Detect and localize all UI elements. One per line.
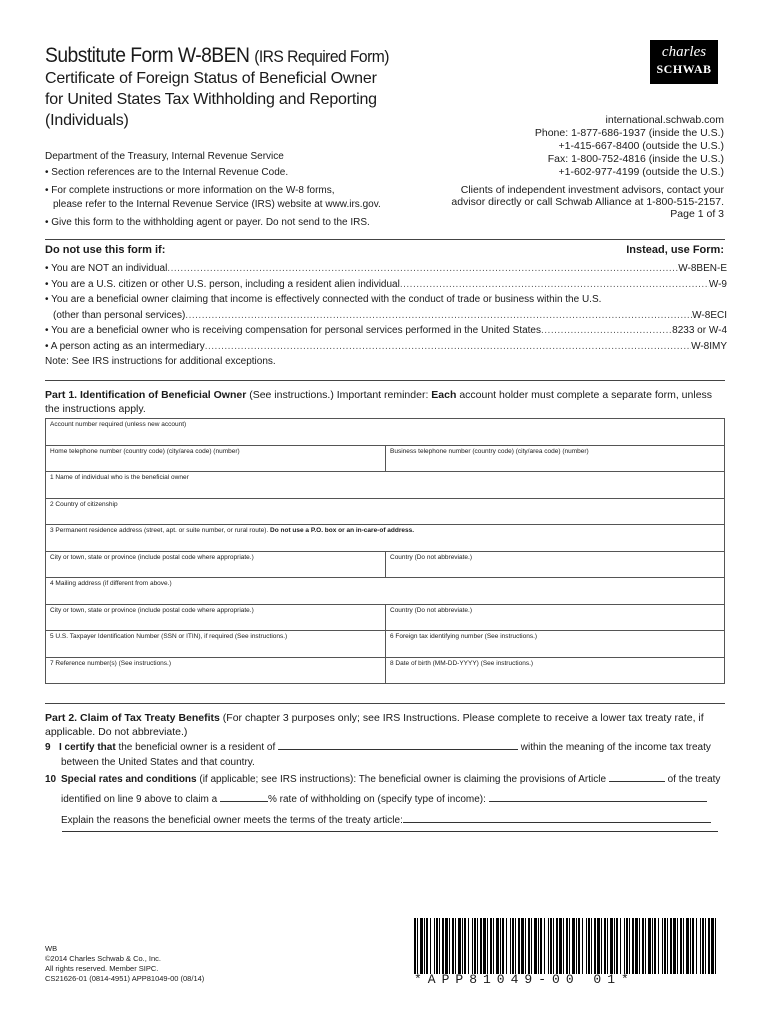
subtitle-line: Certificate of Foreign Status of Beneficial Owner — [45, 70, 377, 87]
part2-title: Part 2. Claim of Tax Treaty Benefits — [45, 712, 220, 724]
list-item: • You are a beneficial owner who is receiving compensation for personal services performed in the United States ..... 8233 or W-4 — [45, 323, 727, 339]
line-9: 9 I certify that the beneficial owner is a resident of within the meaning of the income tax treaty — [45, 738, 725, 755]
list-item: • You are NOT an individual ..... W-8BEN-E — [45, 261, 727, 277]
mailing-city-field[interactable]: City or town, state or province (include postal code where appropriate.) — [46, 605, 386, 631]
subtitle-line: for United States Tax Withholding and Reporting — [45, 91, 377, 108]
business-phone-field[interactable]: Business telephone number (country code) (city/area code) (number) — [390, 447, 589, 455]
footer-line3: All rights reserved. Member SIPC. — [45, 964, 159, 973]
contact-phone2: +1-415-667-8400 (outside the U.S.) — [558, 140, 724, 152]
mailing-address-field[interactable]: 4 Mailing address (if different from above.) — [50, 580, 172, 587]
us-tin-field[interactable]: 5 U.S. Taxpayer Identification Number (SSN or ITIN), if required (See instructions.) — [46, 631, 386, 657]
foreign-tin-field[interactable]: 6 Foreign tax identifying number (See instructions.) — [390, 633, 538, 640]
contact-website: international.schwab.com — [605, 114, 724, 126]
dept-line: Department of the Treasury, Internal Revenue Service — [45, 151, 284, 162]
article-input[interactable] — [609, 770, 665, 782]
dept-block — [45, 150, 425, 230]
form-row[interactable] — [45, 605, 725, 632]
form-row[interactable] — [45, 631, 725, 658]
divider — [45, 239, 725, 240]
account-number-field[interactable]: Account number required (unless new account) — [50, 421, 187, 428]
footer — [45, 944, 204, 984]
advisor-line1: Clients of independent investment advisors, contact your — [460, 184, 724, 196]
footer-line1: WB — [45, 944, 58, 953]
form-title-main: Substitute Form W-8BEN — [45, 44, 250, 67]
form-title-paren: (IRS Required Form) — [254, 47, 389, 66]
divider — [45, 380, 725, 381]
logo-line2: SCHWAB — [656, 62, 712, 76]
mailing-country-field[interactable]: Country (Do not abbreviate.) — [390, 606, 473, 614]
contact-fax2: +1-602-977-4199 (outside the U.S.) — [558, 166, 724, 178]
home-phone-field[interactable]: Home telephone number (country code) (city/area code) (number) — [46, 446, 386, 472]
explain-input-line2[interactable] — [62, 831, 718, 832]
form-title — [45, 44, 389, 68]
income-type-input[interactable] — [489, 790, 707, 802]
line-10: 10 Special rates and conditions (if applicable; see IRS instructions): The beneficial owner is claiming the provisions of Article of the treaty — [45, 770, 725, 787]
rate-input[interactable] — [220, 790, 268, 802]
footer-line4: CS21626-01 (0814-4951) APP81049-00 (08/14) — [45, 974, 205, 983]
form-row[interactable] — [45, 419, 725, 446]
advisor-line2: advisor directly or call Schwab Alliance at 1-800-515-2157. — [451, 196, 724, 208]
dept-bullet2b: please refer to the Internal Revenue Service (IRS) website at www.irs.gov. — [53, 199, 381, 210]
barcode-text: *APP81049-00 01* — [414, 972, 635, 987]
do-not-use-list — [45, 261, 727, 370]
list-item: • You are a beneficial owner claiming that income is effectively connected with the conduct of trade or business within the U.S. — [45, 294, 602, 305]
reference-number-field[interactable]: 7 Reference number(s) (See instructions.) — [46, 658, 386, 684]
identification-grid — [45, 418, 725, 684]
contact-phone1: Phone: 1-877-686-1937 (inside the U.S.) — [534, 127, 724, 139]
dept-bullet3: • Give this form to the withholding agent or payer. Do not send to the IRS. — [45, 217, 370, 228]
form-row[interactable] — [45, 552, 725, 579]
name-field[interactable]: 1 Name of individual who is the beneficial owner — [50, 474, 189, 481]
contact-fax1: Fax: 1-800-752-4816 (inside the U.S.) — [547, 153, 724, 165]
form-row[interactable] — [45, 525, 725, 552]
subtitle-line: (Individuals) — [45, 112, 129, 129]
line-10-cont: identified on line 9 above to claim a % rate of withholding on (specify type of income): — [45, 790, 725, 807]
dept-bullet2a: • For complete instructions or more information on the W-8 forms, — [45, 185, 335, 196]
advisor-block — [404, 184, 724, 220]
footer-line2: ©2014 Charles Schwab & Co., Inc. — [45, 954, 162, 963]
city-field[interactable]: City or town, state or province (include postal code where appropriate.) — [46, 552, 386, 578]
instead-use-heading: Instead, use Form: — [626, 244, 724, 256]
contact-block — [404, 114, 724, 179]
form-subtitle — [45, 68, 377, 131]
line-10-explain: Explain the reasons the beneficial owner meets the terms of the treaty article: — [45, 811, 725, 828]
part2-heading: Part 2. Claim of Tax Treaty Benefits (For chapter 3 purposes only; see IRS Instructions. Please complete to receive a lower tax treaty rate, if applicable. Do not abbreviate.) — [45, 712, 704, 738]
divider — [45, 703, 725, 704]
part1-title: Part 1. Identification of Beneficial Owner — [45, 389, 247, 401]
part1-heading: Part 1. Identification of Beneficial Owner (See instructions.) Important reminder: Each account holder must complete a separate form, unless the instructions apply. — [45, 389, 713, 415]
permanent-address-field[interactable]: 3 Permanent residence address (street, apt. or suite number, or rural route). Do not use a P.O. box or an in-care-of address. — [50, 527, 415, 534]
schwab-logo — [650, 40, 718, 84]
list-item: • You are a U.S. citizen or other U.S. person, including a resident alien individual ..... W-9 — [45, 277, 727, 293]
citizenship-field[interactable]: 2 Country of citizenship — [50, 500, 118, 508]
barcode-icon — [414, 918, 720, 974]
note: Note: See IRS instructions for additional exceptions. — [45, 356, 276, 367]
form-row[interactable] — [45, 472, 725, 499]
date-of-birth-field[interactable]: 8 Date of birth (MM-DD-YYYY) (See instructions.) — [390, 659, 534, 667]
country-field[interactable]: Country (Do not abbreviate.) — [390, 553, 473, 561]
form-row[interactable] — [45, 446, 725, 473]
page-number: Page 1 of 3 — [670, 208, 724, 220]
explain-input[interactable] — [403, 811, 711, 823]
logo-line1: charles — [661, 44, 707, 60]
dept-bullet1: • Section references are to the Internal Revenue Code. — [45, 167, 289, 178]
line-9-cont: between the United States and that country. — [61, 757, 255, 768]
form-row[interactable] — [45, 499, 725, 526]
form-row[interactable] — [45, 578, 725, 605]
do-not-use-heading: Do not use this form if: — [45, 244, 166, 256]
list-item: (other than personal services) ..... W-8ECI — [45, 308, 727, 324]
treaty-section — [45, 738, 725, 828]
form-row[interactable] — [45, 658, 725, 685]
residence-country-input[interactable] — [278, 738, 518, 750]
list-item: • A person acting as an intermediary ..... W-8IMY — [45, 339, 727, 355]
